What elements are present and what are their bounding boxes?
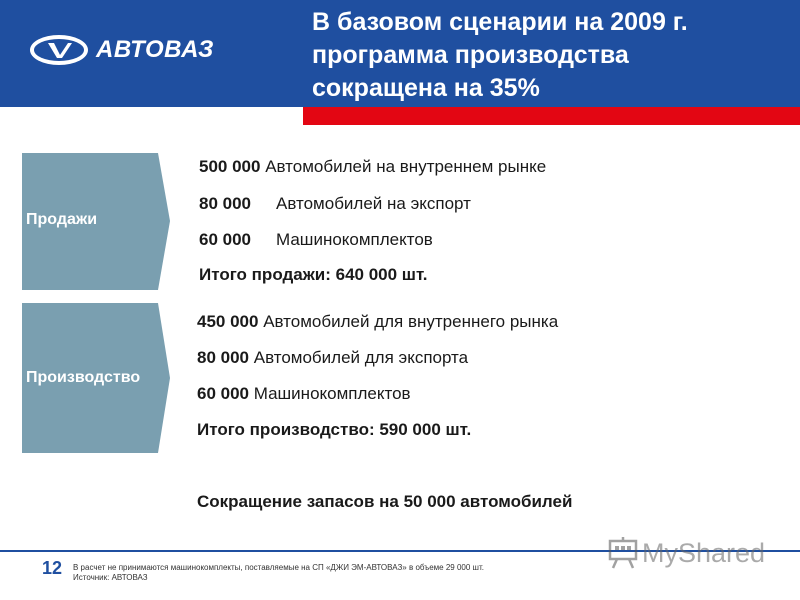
accent-stripe	[303, 107, 800, 125]
page-number: 12	[42, 558, 63, 578]
sales-row: 80 000 Автомобилей на экспорт	[199, 194, 471, 213]
footnote	[73, 563, 484, 583]
logo-text: АВТОВАЗ	[96, 36, 214, 63]
title-line: сокращена на 35%	[312, 74, 540, 102]
sales-total: Итого продажи: 640 000 шт.	[199, 265, 428, 284]
watermark	[608, 535, 765, 571]
sales-row: 500 000 Автомобилей на внутреннем рынке	[199, 157, 547, 176]
presentation-board-icon	[608, 537, 638, 569]
production-row: 80 000 Автомобилей для экспорта	[197, 348, 469, 367]
production-row: 60 000 Машинокомплектов	[197, 384, 411, 403]
sales-label: Продажи	[26, 211, 98, 228]
production-chevron	[22, 303, 172, 453]
production-label: Производство	[26, 369, 141, 386]
sales-row: 60 000 Машинокомплектов	[199, 230, 433, 249]
inventory-summary: Сокращение запасов на 50 000 автомобилей	[197, 492, 573, 511]
footnote-source: Источник: АВТОВАЗ	[73, 573, 148, 582]
production-total: Итого производство: 590 000 шт.	[197, 420, 472, 439]
footnote-note: В расчет не принимаются машинокомплекты, поставляемые на СП «ДЖИ ЭМ-АВТОВАЗ» в объеме 29 000 шт.	[73, 563, 484, 572]
boat-logo-icon	[30, 35, 88, 65]
company-logo	[30, 34, 214, 66]
sales-chevron	[22, 153, 172, 290]
slide-title	[312, 6, 792, 105]
watermark-text: MyShared	[642, 537, 766, 568]
title-line: В базовом сценарии на 2009 г.	[312, 8, 688, 36]
production-row: 450 000 Автомобилей для внутреннего рынка	[197, 312, 559, 331]
title-line: программа производства	[312, 41, 629, 69]
